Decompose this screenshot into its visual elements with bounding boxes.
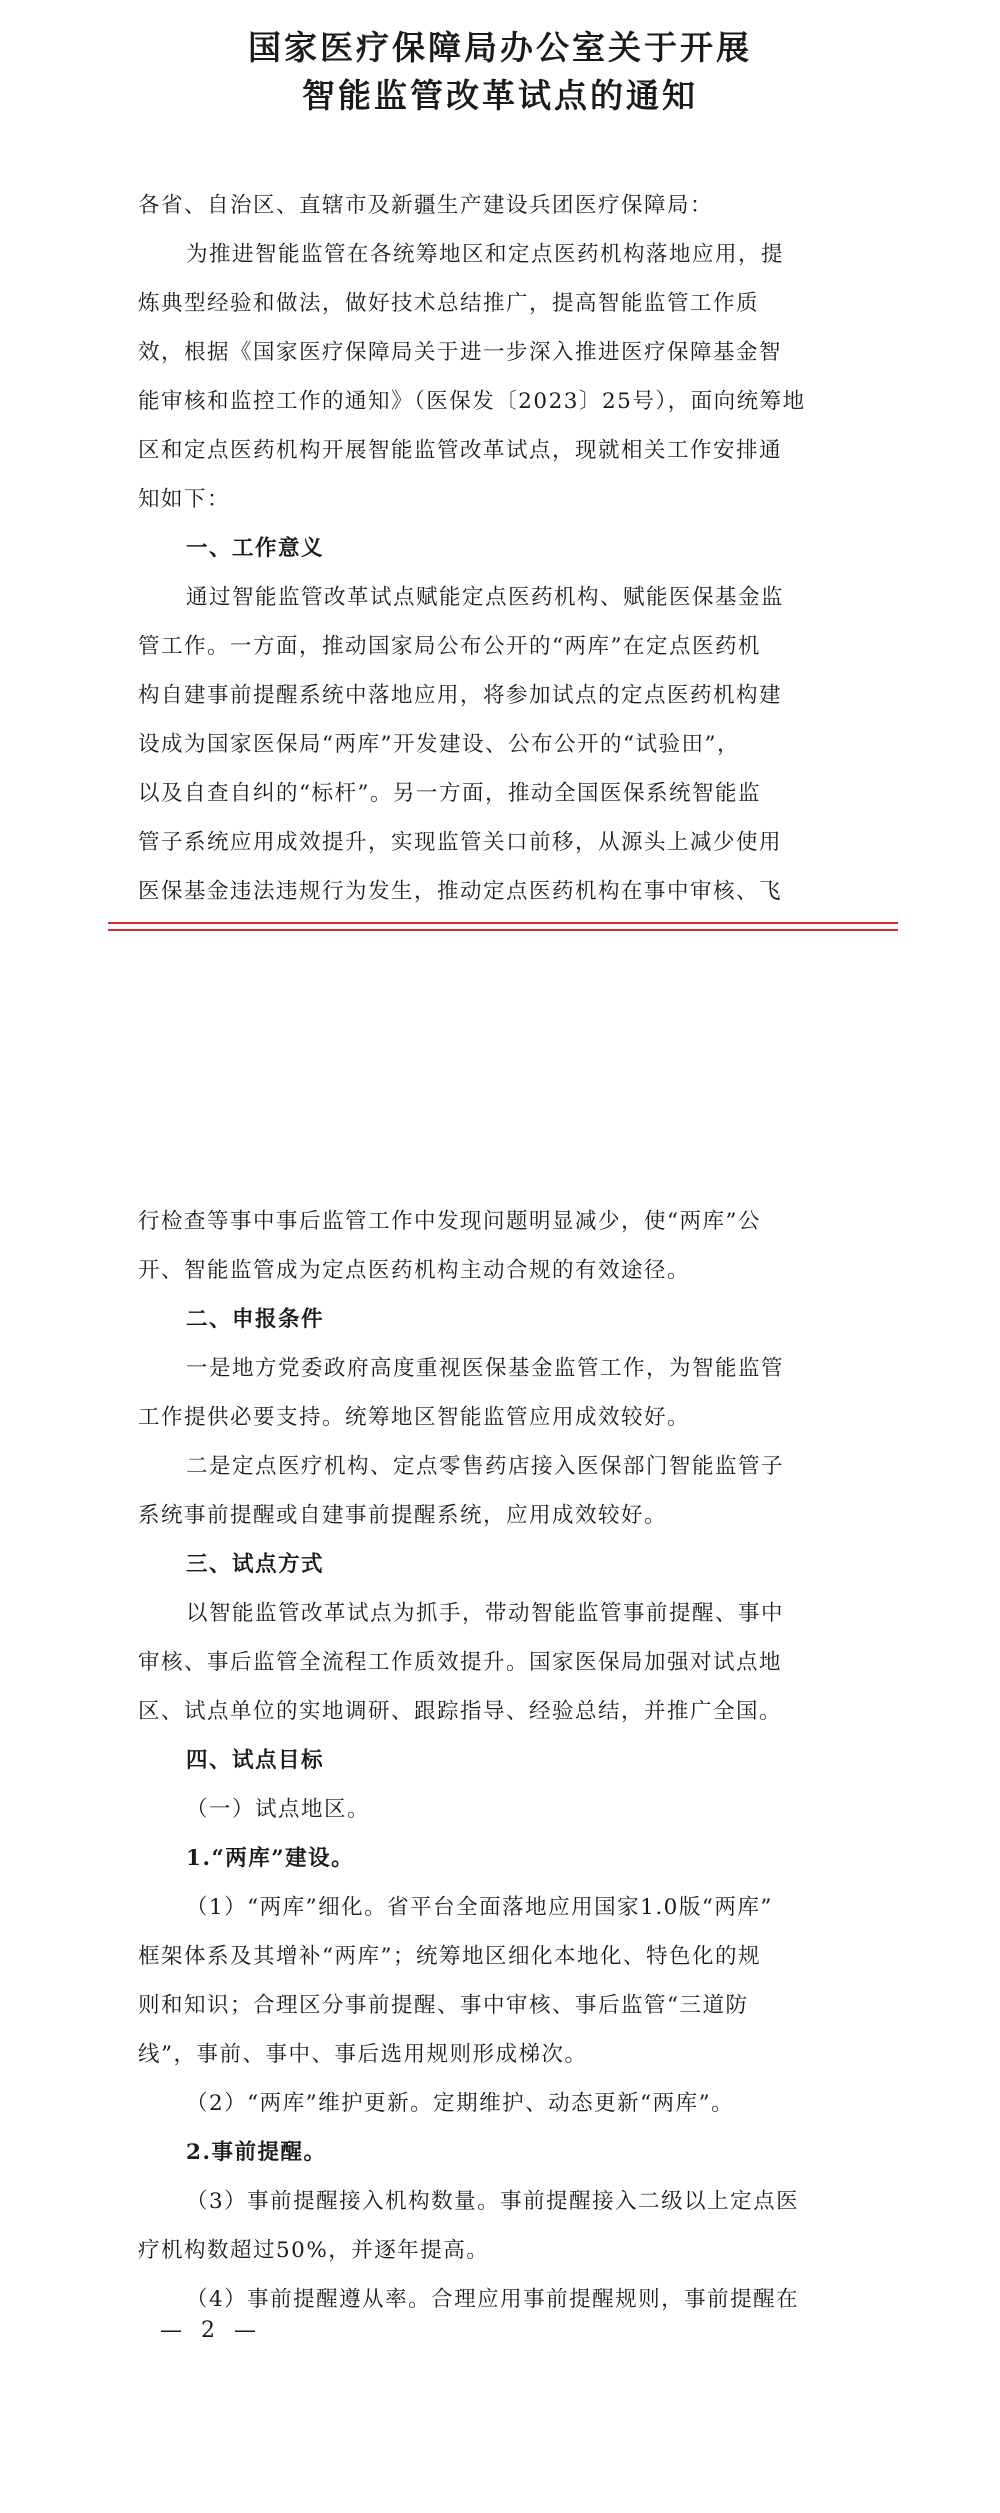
paragraph-line: 疗机构数超过50%，并逐年提高。 bbox=[138, 2238, 490, 2263]
paragraph-line: 线”，事前、事中、事后选用规则形成梯次。 bbox=[138, 2042, 588, 2067]
paragraph-line: 区、试点单位的实地调研、跟踪指导、经验总结，并推广全国。 bbox=[138, 1699, 783, 1724]
paragraph-line: （4）事前提醒遵从率。合理应用事前提醒规则，事前提醒在 bbox=[186, 2287, 800, 2312]
section-heading-1: 一、工作意义 bbox=[186, 536, 325, 561]
paragraph-line: 系统事前提醒或自建事前提醒系统，应用成效较好。 bbox=[138, 1503, 668, 1528]
salutation: 各省、自治区、直辖市及新疆生产建设兵团医疗保障局： bbox=[138, 193, 714, 218]
red-divider-bottom bbox=[108, 929, 898, 931]
paragraph-line: 知如下： bbox=[138, 487, 231, 512]
red-divider-top bbox=[108, 922, 898, 924]
paragraph-line: 为推进智能监管在各统筹地区和定点医药机构落地应用，提 bbox=[186, 242, 785, 267]
paragraph-line: 行检查等事中事后监管工作中发现问题明显减少，使“两库”公 bbox=[138, 1209, 761, 1234]
paragraph-line: 医保基金违法违规行为发生，推动定点医药机构在事中审核、飞 bbox=[138, 879, 783, 904]
subsection-heading: （一）试点地区。 bbox=[186, 1797, 371, 1822]
paragraph-line: 二是定点医疗机构、定点零售药店接入医保部门智能监管子 bbox=[186, 1454, 785, 1479]
paragraph-line: 能审核和监控工作的通知》（医保发〔2023〕25号），面向统筹地 bbox=[138, 389, 806, 414]
paragraph-line: （1）“两库”细化。省平台全面落地应用国家1.0版“两库” bbox=[186, 1895, 773, 1920]
paragraph-line: 区和定点医药机构开展智能监管改革试点，现就相关工作安排通 bbox=[138, 438, 783, 463]
section-heading-2: 二、申报条件 bbox=[186, 1307, 325, 1332]
paragraph-line: 则和知识；合理区分事前提醒、事中审核、事后监管“三道防 bbox=[138, 1993, 749, 2018]
paragraph-line: 效，根据《国家医疗保障局关于进一步深入推进医疗保障基金智 bbox=[138, 340, 783, 365]
paragraph-line: 框架体系及其增补“两库”；统筹地区细化本地化、特色化的规 bbox=[138, 1944, 761, 1969]
paragraph-line: 以智能监管改革试点为抓手，带动智能监管事前提醒、事中 bbox=[186, 1601, 785, 1626]
paragraph-line: 管工作。一方面，推动国家局公布公开的“两库”在定点医药机 bbox=[138, 634, 761, 659]
item-heading-2: 2.事前提醒。 bbox=[186, 2140, 327, 2165]
paragraph-line: 工作提供必要支持。统筹地区智能监管应用成效较好。 bbox=[138, 1405, 691, 1430]
paragraph-line: 设成为国家医保局“两库”开发建设、公布公开的“试验田”， bbox=[138, 732, 740, 757]
paragraph-line: （2）“两库”维护更新。定期维护、动态更新“两库”。 bbox=[186, 2091, 735, 2116]
doc-title-line-2: 智能监管改革试点的通知 bbox=[302, 76, 698, 115]
paragraph-line: 以及自查自纠的“标杆”。另一方面，推动全国医保系统智能监 bbox=[138, 781, 761, 806]
item-heading-1: 1.“两库”建设。 bbox=[186, 1846, 355, 1871]
paragraph-line: 管子系统应用成效提升，实现监管关口前移，从源头上减少使用 bbox=[138, 830, 783, 855]
paragraph-line: 开、智能监管成为定点医药机构主动合规的有效途径。 bbox=[138, 1258, 691, 1283]
section-heading-4: 四、试点目标 bbox=[186, 1748, 325, 1773]
paragraph-line: 炼典型经验和做法，做好技术总结推广，提高智能监管工作质 bbox=[138, 291, 760, 316]
paragraph-line: （3）事前提醒接入机构数量。事前提醒接入二级以上定点医 bbox=[186, 2189, 800, 2214]
page-number: — 2 — bbox=[160, 2318, 262, 2343]
paragraph-line: 通过智能监管改革试点赋能定点医药机构、赋能医保基金监 bbox=[186, 585, 785, 610]
section-heading-3: 三、试点方式 bbox=[186, 1552, 325, 1577]
doc-title-line-1: 国家医疗保障局办公室关于开展 bbox=[248, 28, 752, 67]
paragraph-line: 构自建事前提醒系统中落地应用，将参加试点的定点医药机构建 bbox=[138, 683, 783, 708]
paragraph-line: 一是地方党委政府高度重视医保基金监管工作，为智能监管 bbox=[186, 1356, 785, 1381]
paragraph-line: 审核、事后监管全流程工作质效提升。国家医保局加强对试点地 bbox=[138, 1650, 783, 1675]
